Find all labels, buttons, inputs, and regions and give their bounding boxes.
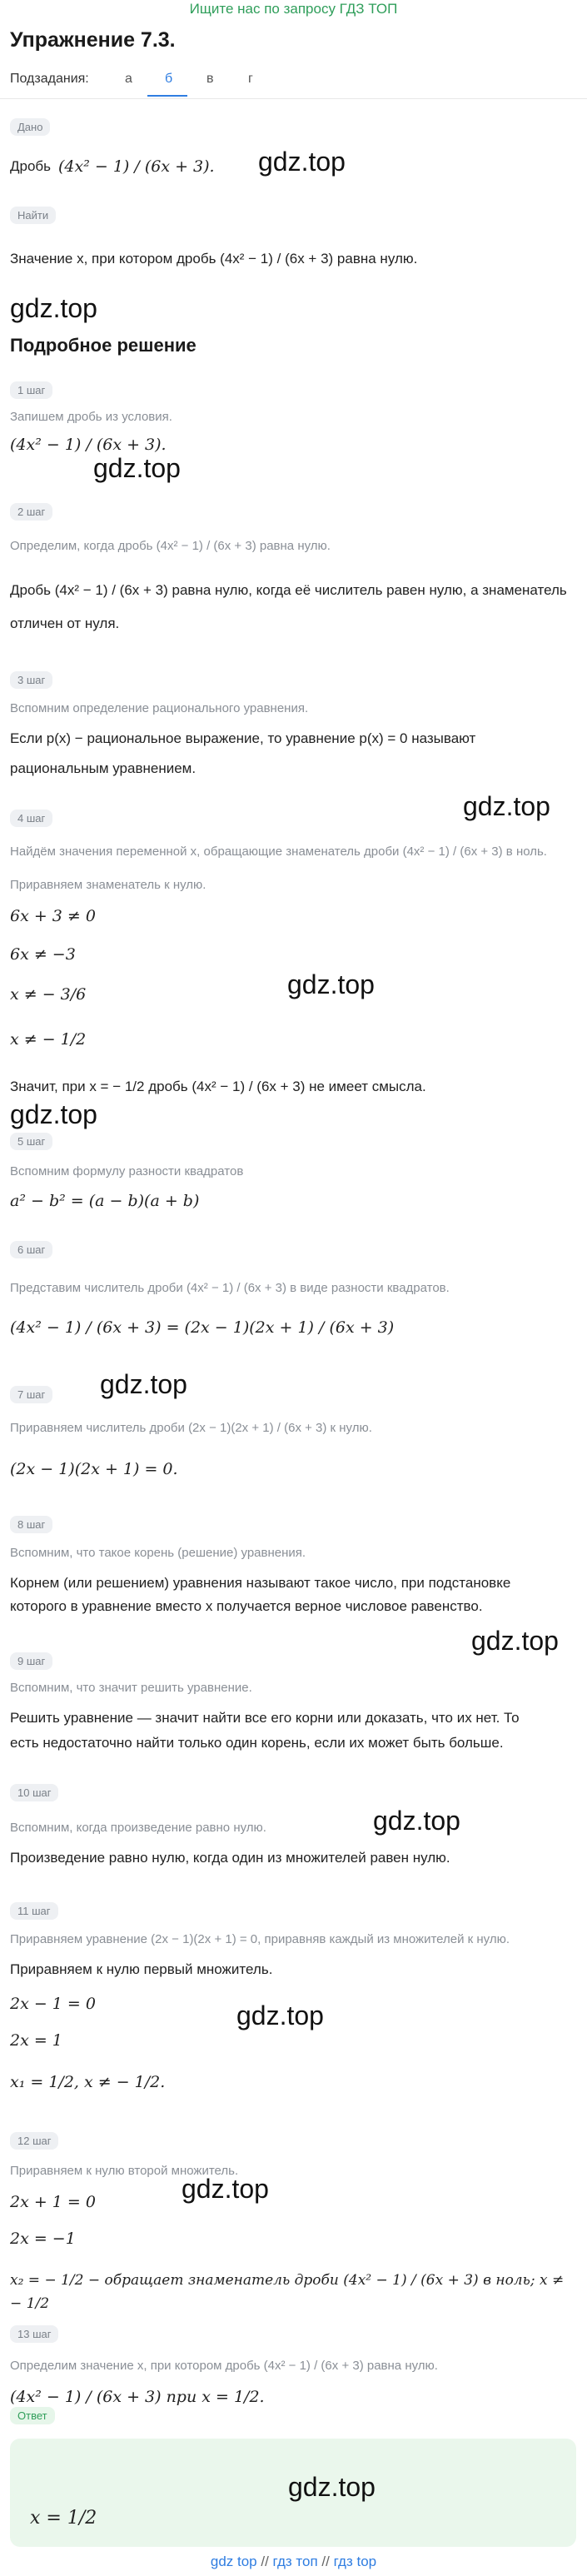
step-8-line: которого в уравнение вместо x получается верное числовое равенство. (10, 1598, 483, 1614)
watermark: gdz.top (288, 2472, 376, 2502)
step-3-tag: 3 шаг (10, 671, 52, 689)
step-6-line: (4x² − 1) / (6x + 3) = (2x − 1)(2x + 1) / (6x + 3) (10, 1318, 395, 1337)
step-2-tag: 2 шаг (10, 503, 52, 521)
step-3-line: Если p(x) − рациональное выражение, то уравнение p(x) = 0 называют (10, 730, 476, 746)
step-12-line: 2x = −1 (10, 2230, 76, 2248)
footer-link[interactable]: gdz top (210, 2554, 257, 2569)
step-4-line: x ≠ − 3/6 (10, 985, 87, 1004)
given-expression: (4x² − 1) / (6x + 3). (58, 157, 215, 176)
step-4-line: Значит, при x = − 1/2 дробь (4x² − 1) / (6x + 3) не имеет смысла. (10, 1079, 426, 1094)
step-11-line: Приравняем уравнение (2x − 1)(2x + 1) = 0, приравняв каждый из множителей к нулю. (10, 1932, 510, 1946)
step-12-tag: 12 шаг (10, 2132, 58, 2150)
given-tag: Дано (10, 118, 50, 136)
step-11-tag: 11 шаг (10, 1902, 58, 1920)
subtask-tab-g[interactable]: г (248, 72, 253, 86)
step-5-line: a² − b² = (a − b)(a + b) (10, 1192, 200, 1210)
step-12-line: x₂ = − 1/2 − обращает знаменатель дроби (4x² − 1) / (6x + 3) в ноль; x ≠ − 1/2 (10, 2272, 565, 2312)
find-tag: Найти (10, 207, 56, 224)
divider (0, 98, 587, 99)
footer-separator: // (261, 2554, 269, 2569)
step-2-line: Определим, когда дробь (4x² − 1) / (6x + 3) равна нулю. (10, 539, 331, 553)
watermark: gdz.top (236, 2001, 324, 2030)
step-1-line: Запишем дробь из условия. (10, 410, 172, 424)
step-4-line: Найдём значения переменной x, обращающие знаменатель дроби (4x² − 1) / (6x + 3) в ноль. (10, 845, 547, 859)
step-2-line: Дробь (4x² − 1) / (6x + 3) равна нулю, когда её числитель равен нулю, а знаменатель (10, 582, 567, 598)
step-12-line: 2x + 1 = 0 (10, 2193, 96, 2211)
step-1-line: (4x² − 1) / (6x + 3). (10, 436, 167, 454)
step-9-tag: 9 шаг (10, 1652, 52, 1670)
step-13-line: (4x² − 1) / (6x + 3) при x = 1/2. (10, 2388, 265, 2406)
step-10-line: Произведение равно нулю, когда один из множителей равен нулю. (10, 1850, 450, 1866)
watermark: gdz.top (10, 293, 97, 323)
step-8-line: Корнем (или решением) уравнения называют такое число, при подстановке (10, 1575, 511, 1591)
step-9-line: есть недостаточно найти только один корень, если их может быть больше. (10, 1735, 504, 1751)
step-4-line: x ≠ − 1/2 (10, 1030, 87, 1049)
watermark: gdz.top (10, 1099, 97, 1129)
step-3-line: Вспомним определение рационального уравнения. (10, 701, 309, 715)
watermark: gdz.top (100, 1369, 187, 1399)
footer-links (0, 2554, 587, 2570)
answer-expression: x = 1/2 (30, 2508, 97, 2529)
page-title: Упражнение 7.3. (10, 28, 176, 52)
step-11-line: x₁ = 1/2, x ≠ − 1/2. (10, 2073, 166, 2091)
watermark: gdz.top (287, 969, 375, 999)
step-12-line: Приравняем к нулю второй множитель. (10, 2164, 239, 2178)
given-text: Дробь (10, 158, 52, 174)
subtasks-label: Подзадания: (10, 72, 89, 86)
step-3-line: рациональным уравнением. (10, 760, 196, 776)
step-1-tag: 1 шаг (10, 381, 52, 399)
watermark: gdz.top (258, 147, 346, 177)
step-5-line: Вспомним формулу разности квадратов (10, 1164, 244, 1178)
step-10-line: Вспомним, когда произведение равно нулю. (10, 1821, 266, 1835)
step-9-line: Вспомним, что значит решить уравнение. (10, 1681, 252, 1695)
step-7-line: (2x − 1)(2x + 1) = 0. (10, 1460, 178, 1478)
footer-link[interactable]: гдз top (333, 2554, 377, 2569)
find-text: Значение x, при котором дробь (4x² − 1) / (6x + 3) равна нулю. (10, 251, 418, 267)
step-11-line: 2x − 1 = 0 (10, 1995, 96, 2013)
step-8-line: Вспомним, что такое корень (решение) уравнения. (10, 1546, 306, 1560)
step-13-line: Определим значение x, при котором дробь (4x² − 1) / (6x + 3) равна нулю. (10, 2359, 438, 2373)
step-11-line: Приравняем к нулю первый множитель. (10, 1961, 273, 1977)
step-4-line: 6x ≠ −3 (10, 945, 76, 964)
step-4-line: Приравняем знаменатель к нулю. (10, 878, 206, 892)
top-link[interactable]: Ищите нас по запросу ГДЗ ТОП (189, 1, 398, 17)
step-8-tag: 8 шаг (10, 1516, 52, 1533)
step-6-line: Представим числитель дроби (4x² − 1) / (6x + 3) в виде разности квадратов. (10, 1281, 450, 1295)
step-11-line: 2x = 1 (10, 2031, 62, 2050)
footer-link[interactable]: гдз топ (272, 2554, 318, 2569)
subtask-tab-v[interactable]: в (206, 72, 214, 86)
watermark: gdz.top (471, 1626, 559, 1656)
step-4-tag: 4 шаг (10, 810, 52, 827)
watermark: gdz.top (373, 1806, 460, 1836)
step-13-tag: 13 шаг (10, 2325, 58, 2343)
step-10-tag: 10 шаг (10, 1784, 58, 1801)
solution-header: Подробное решение (10, 335, 196, 356)
step-2-line: отличен от нуля. (10, 615, 120, 631)
subtask-tab-b[interactable]: б (165, 72, 173, 86)
watermark: gdz.top (93, 453, 181, 483)
step-7-line: Приравняем числитель дроби (2x − 1)(2x + 1) / (6x + 3) к нулю. (10, 1421, 372, 1435)
footer-separator: // (321, 2554, 330, 2569)
active-tab-underline (147, 95, 187, 97)
answer-tag: Ответ (10, 2407, 55, 2424)
step-4-line: 6x + 3 ≠ 0 (10, 907, 96, 925)
step-9-line: Решить уравнение — значит найти все его корни или доказать, что их нет. То (10, 1710, 520, 1726)
step-7-tag: 7 шаг (10, 1386, 52, 1403)
subtask-tab-a[interactable]: а (125, 72, 132, 86)
step-6-tag: 6 шаг (10, 1241, 52, 1258)
watermark: gdz.top (182, 2174, 269, 2204)
step-5-tag: 5 шаг (10, 1133, 52, 1150)
watermark: gdz.top (463, 791, 550, 821)
